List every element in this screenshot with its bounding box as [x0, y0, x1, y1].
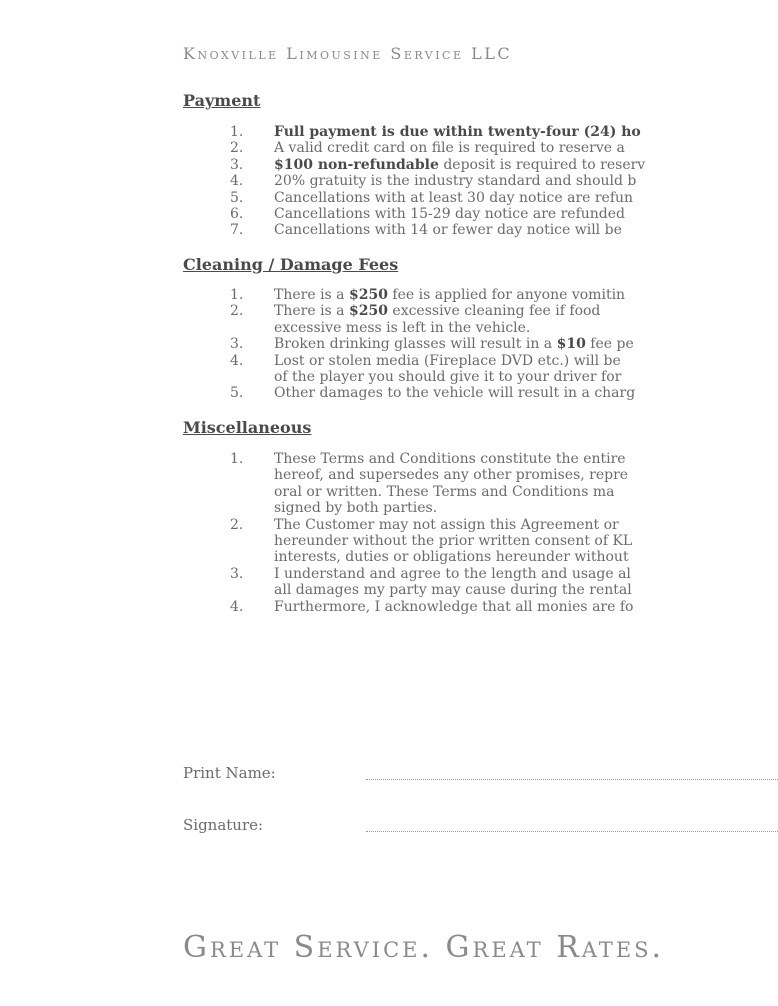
- item-text: Furthermore, I acknowledge that all monies are fo: [274, 598, 634, 615]
- item-text: Other damages to the vehicle will result in a charg: [274, 385, 636, 402]
- item-text: of the player you should give it to your driver for: [274, 368, 622, 385]
- list-item-line: [0, 369, 778, 385]
- list-item-line: [0, 173, 778, 189]
- item-text: deposit is required to reserv: [438, 156, 646, 173]
- item-text: There is a: [274, 287, 349, 303]
- cleaning-list: [0, 287, 778, 402]
- list-item-line: [0, 206, 778, 222]
- list-item-line: [0, 336, 778, 352]
- item-text: all damages my party may cause during the rental: [274, 582, 632, 599]
- list-item: [0, 157, 778, 173]
- list-item-line: [0, 549, 778, 565]
- list-item-number: 7.: [230, 222, 244, 239]
- list-item-line: [0, 451, 778, 467]
- list-item-line: [0, 303, 778, 319]
- list-item: [0, 303, 778, 336]
- item-text: A valid credit card on file is required to reserve a: [274, 140, 625, 157]
- tagline: Great Service. Great Rates.: [183, 930, 665, 965]
- signature-label: Signature:: [183, 816, 264, 834]
- list-item-line: [0, 599, 778, 615]
- list-item-line: [0, 582, 778, 598]
- emphasis-text: Full payment is due within twenty-four (24) ho: [274, 124, 641, 140]
- payment-heading: Payment: [183, 91, 261, 110]
- print-name-field[interactable]: [366, 779, 778, 780]
- cleaning-heading: Cleaning / Damage Fees: [183, 255, 399, 274]
- list-item-number: 2.: [230, 303, 244, 320]
- list-item-line: [0, 353, 778, 369]
- list-item-number: 5.: [230, 385, 244, 402]
- list-item-line: [0, 385, 778, 401]
- item-text: fee is applied for anyone vomitin: [387, 287, 626, 303]
- item-text: fee pe: [585, 336, 634, 353]
- payment-list: [0, 124, 778, 239]
- list-item: [0, 599, 778, 615]
- item-text: Lost or stolen media (Fireplace DVD etc.) will be: [274, 352, 621, 369]
- item-text: hereof, and supersedes any other promises, repre: [274, 467, 629, 484]
- item-text: The Customer may not assign this Agreement or: [274, 516, 619, 533]
- emphasis-text: $10: [556, 336, 586, 353]
- item-text: Cancellations with 14 or fewer day notice will be: [274, 222, 622, 239]
- item-text: signed by both parties.: [274, 500, 438, 517]
- list-item-number: 2.: [230, 140, 244, 157]
- list-item-number: 3.: [230, 336, 244, 353]
- item-text: Cancellations with at least 30 day notice are refun: [274, 189, 634, 206]
- item-text: excessive cleaning fee if food: [387, 303, 601, 320]
- list-item: [0, 451, 778, 517]
- list-item-line: [0, 500, 778, 516]
- item-text: interests, duties or obligations hereunder without: [274, 549, 629, 566]
- list-item-number: 1.: [230, 287, 244, 303]
- list-item-line: [0, 533, 778, 549]
- item-text: Broken drinking glasses will result in a: [274, 336, 557, 353]
- item-text: oral or written. These Terms and Conditions ma: [274, 483, 615, 500]
- print-name-label: Print Name:: [183, 764, 276, 782]
- emphasis-text: $250: [348, 303, 388, 320]
- emphasis-text: $250: [348, 287, 388, 303]
- list-item-line: [0, 566, 778, 582]
- list-item-number: 4.: [230, 173, 244, 190]
- list-item: [0, 140, 778, 156]
- item-text: 20% gratuity is the industry standard and should b: [274, 173, 637, 190]
- list-item-number: 3.: [230, 156, 244, 173]
- emphasis-text: $100 non-refundable: [274, 156, 439, 173]
- list-item: [0, 336, 778, 352]
- item-text: I understand and agree to the length and usage al: [274, 565, 631, 582]
- list-item-line: [0, 190, 778, 206]
- list-item: [0, 124, 778, 140]
- list-item-line: [0, 287, 778, 303]
- misc-heading: Miscellaneous: [183, 418, 312, 437]
- list-item-line: [0, 484, 778, 500]
- company-name: Knoxville Limousine Service LLC: [183, 44, 513, 63]
- list-item-line: [0, 124, 778, 140]
- list-item-number: 3.: [230, 565, 244, 582]
- list-item-line: [0, 320, 778, 336]
- list-item: [0, 206, 778, 222]
- misc-list: [0, 451, 778, 615]
- item-text: excessive mess is left in the vehicle.: [274, 319, 531, 336]
- list-item: [0, 173, 778, 189]
- list-item: [0, 222, 778, 238]
- list-item-line: [0, 222, 778, 238]
- list-item-number: 6.: [230, 205, 244, 222]
- list-item: [0, 287, 778, 303]
- item-text: Cancellations with 15-29 day notice are refunded: [274, 205, 626, 222]
- list-item: [0, 566, 778, 599]
- list-item-line: [0, 467, 778, 483]
- list-item: [0, 190, 778, 206]
- list-item-number: 2.: [230, 516, 244, 533]
- list-item-number: 4.: [230, 352, 244, 369]
- list-item-line: [0, 140, 778, 156]
- list-item-number: 5.: [230, 189, 244, 206]
- list-item-number: 1.: [230, 124, 244, 140]
- list-item-line: [0, 517, 778, 533]
- item-text: hereunder without the prior written consent of KL: [274, 532, 633, 549]
- list-item-number: 4.: [230, 598, 244, 615]
- list-item-number: 1.: [230, 451, 244, 467]
- item-text: There is a: [274, 303, 349, 320]
- list-item: [0, 353, 778, 386]
- list-item-line: [0, 157, 778, 173]
- list-item: [0, 517, 778, 566]
- signature-field[interactable]: [366, 831, 778, 832]
- list-item: [0, 385, 778, 401]
- item-text: These Terms and Conditions constitute the entire: [274, 451, 626, 467]
